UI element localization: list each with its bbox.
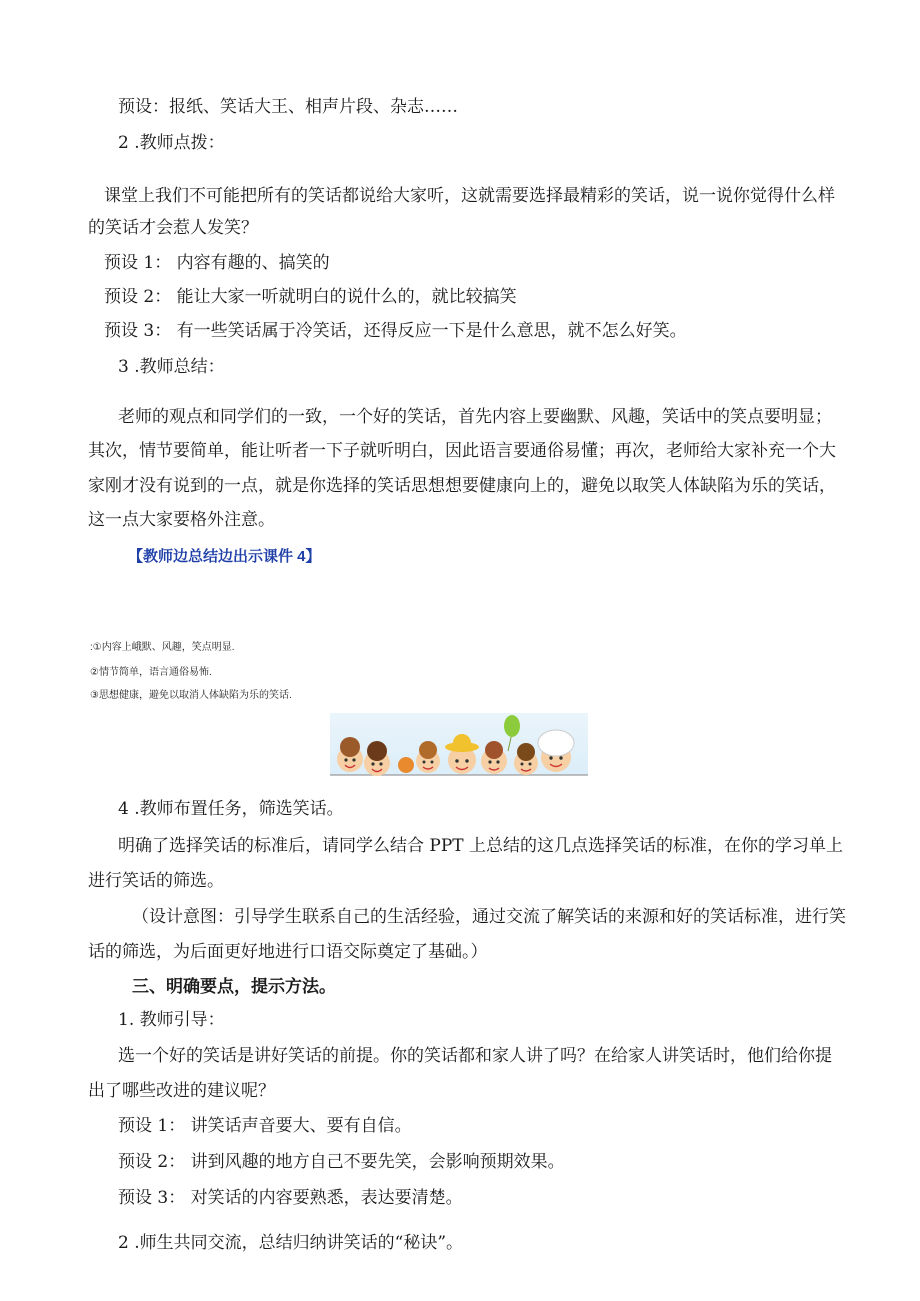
text-line: 预设 3： 有一些笑话属于冷笑话，还得反应一下是什么意思，就不怎么好笑。	[104, 321, 687, 341]
text-line: 老师的观点和同学们的一致，一个好的笑话，首先内容上要幽默、风趣，笑话中的笑点要明显；	[118, 407, 832, 427]
text-line: 其次，情节要简单，能让听者一下子就听明白，因此语言要通俗易懂；再次，老师给大家补充一个大	[88, 441, 836, 461]
children-banner-image	[330, 713, 588, 790]
slide-point: :①内容上峨默、风趣，笑点明显.	[90, 642, 235, 653]
section-title: 三、明确要点，提示方法。	[132, 977, 336, 997]
text-line: 预设 2： 讲到风趣的地方自己不要先笑，会影响预期效果。	[118, 1152, 565, 1172]
section-heading: 2 .师生共同交流，总结归纳讲笑话的“秘诀”。	[118, 1233, 464, 1253]
slide-point: ②情节简单，语言通俗易怖.	[90, 667, 212, 678]
text-line: 的笑话才会惹人发笑？	[88, 218, 258, 238]
text-line: 课堂上我们不可能把所有的笑话都说给大家听，这就需要选择最精彩的笑话，说一说你觉得什么样	[104, 186, 835, 206]
text-line: 预设 2： 能让大家一听就明白的说什么的，就比较搞笑	[104, 287, 517, 307]
section-heading: 2 .教师点拨：	[118, 133, 225, 153]
text-line: 这一点大家要格外注意。	[88, 510, 275, 530]
text-line: 预设 1： 内容有趣的、搞笑的	[104, 253, 330, 273]
text-line: 选一个好的笑话是讲好笑话的前提。你的笑话都和家人讲了吗？在给家人讲笑话时，他们给你提	[118, 1046, 832, 1066]
section-heading: 4 .教师布置任务，筛选笑话。	[118, 799, 344, 819]
text-line: 预设：报纸、笑话大王、相声片段、杂志……	[118, 97, 458, 117]
section-heading: 3 .教师总结：	[118, 357, 225, 377]
section-heading: 1. 教师引导：	[118, 1010, 225, 1030]
design-intent: 话的筛选，为后面更好地进行口语交际奠定了基础。）	[88, 942, 488, 962]
children-illustration	[330, 713, 588, 790]
text-line: 出了哪些改进的建议呢？	[88, 1081, 275, 1101]
text-line: 进行笑话的筛选。	[88, 871, 224, 891]
design-intent: （设计意图：引导学生联系自己的生活经验，通过交流了解笑话的来源和好的笑话标准，进行笑	[132, 907, 846, 927]
text-line: 明确了选择笑话的标准后，请同学么结合 PPT 上总结的这几点选择笑话的标准，在你的学习单上	[118, 836, 844, 856]
text-line: 预设 1： 讲笑话声音要大、要有自信。	[118, 1116, 412, 1136]
text-line: 预设 3： 对笑话的内容要熟悉，表达要清楚。	[118, 1188, 463, 1208]
text-line: 家刚才没有说到的一点，就是你选择的笑话思想想要健康向上的，避免以取笑人体缺陷为乐的笑话，	[88, 476, 836, 496]
courseware-heading: 【教师边总结边出示课件 4】	[128, 548, 321, 565]
slide-point: ③思想健康，避免以取消人体缺陷为乐的笑话.	[90, 690, 292, 701]
